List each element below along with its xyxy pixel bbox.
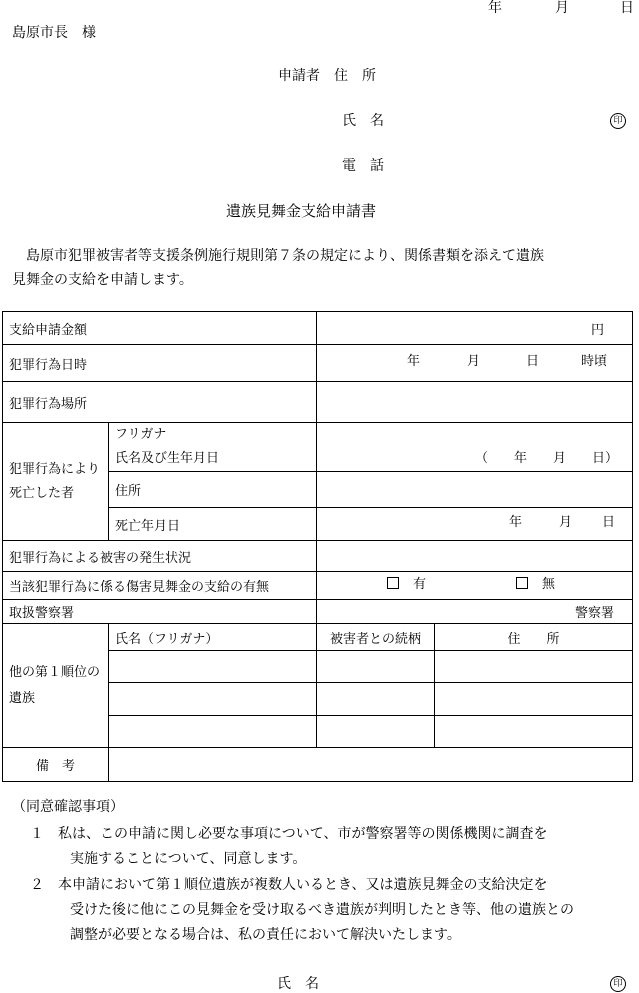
death-date-field[interactable] (317, 508, 633, 541)
amount-unit: 円 (591, 322, 605, 338)
amount-field[interactable] (317, 312, 633, 345)
crime-datetime-field[interactable] (317, 345, 633, 382)
date-day: 日 (620, 0, 634, 16)
consent-item2-line1: ２ 本申請において第１順位遺族が複数人いるとき、又は遺族見舞金の支給決定を (30, 877, 548, 893)
addressee: 島原市長 様 (12, 25, 96, 41)
deceased-name-field[interactable] (317, 423, 633, 472)
col-relation-header: 被害者との続柄 (317, 624, 435, 651)
amount-label: 支給申請金額 (3, 312, 317, 345)
consent-heading: （同意確認事項） (12, 799, 124, 815)
crime-place-label: 犯罪行為場所 (3, 382, 317, 423)
applicant-name-label: 氏 名 (342, 113, 384, 129)
death-date-label: 死亡年月日 (109, 508, 317, 541)
family-address-cell[interactable] (435, 716, 633, 748)
injury-payment-label: 当該犯罪行為に係る傷害見舞金の支給の有無 (3, 572, 317, 600)
document-title: 遺族見舞金支給申請書 (226, 202, 377, 220)
seal-icon (610, 112, 626, 129)
damage-status-field[interactable] (317, 541, 633, 572)
damage-status-label: 犯罪行為による被害の発生状況 (3, 541, 317, 572)
crime-datetime-label: 犯罪行為日時 (3, 345, 317, 382)
consent-item1-line2: 実施することについて、同意します。 (70, 851, 307, 867)
applicant-address-label: 申請者 住 所 (278, 68, 376, 84)
deceased-label: 犯罪行為により死亡した者 (3, 423, 109, 541)
checkbox-no-icon[interactable] (516, 577, 528, 589)
option-no[interactable] (516, 577, 555, 593)
injury-payment-field (317, 572, 633, 600)
crime-month: 月 (467, 354, 481, 369)
application-form-table (2, 311, 633, 782)
footer-name-label: 氏 名 (277, 976, 319, 992)
col-address-header: 住 所 (435, 624, 633, 651)
crime-time: 時頃 (581, 354, 608, 369)
footer-seal-icon (610, 975, 626, 992)
police-field[interactable] (317, 600, 633, 624)
row-injury-payment (3, 572, 633, 600)
death-day: 日 (602, 515, 616, 530)
consent-item2-line3: 調整が必要となる場合は、私の責任において解決いたします。 (70, 927, 461, 943)
row-remarks (3, 748, 633, 782)
consent-item2-line2: 受けた後に他にこの見舞金を受け取るべき遺族が判明したとき等、他の遺族との (70, 902, 574, 918)
family-address-cell[interactable] (435, 683, 633, 716)
date-year: 年 (488, 0, 502, 16)
checkbox-yes-icon[interactable] (387, 577, 399, 589)
remarks-field[interactable] (109, 748, 633, 782)
name-dob-label: 氏名及び生年月日 (115, 451, 220, 466)
deceased-address-label: 住所 (109, 472, 317, 508)
row-crime-place (3, 382, 633, 423)
furigana-label: フリガナ (115, 427, 167, 442)
row-family-header (3, 624, 633, 651)
row-damage-status (3, 541, 633, 572)
family-name-cell[interactable] (109, 683, 317, 716)
row-amount (3, 312, 633, 345)
option-no-label: 無 (542, 576, 556, 592)
crime-place-field[interactable] (317, 382, 633, 423)
death-year: 年 (509, 515, 523, 530)
family-relation-cell[interactable] (317, 651, 435, 683)
footer-seal-mark: 印 (610, 976, 626, 992)
police-unit: 警察署 (575, 606, 615, 621)
row-police (3, 600, 633, 624)
family-address-cell[interactable] (435, 651, 633, 683)
option-yes-label: 有 (413, 576, 427, 592)
col-name-header: 氏名（フリガナ） (109, 624, 317, 651)
crime-year: 年 (407, 354, 421, 369)
family-name-cell[interactable] (109, 716, 317, 748)
family-relation-cell[interactable] (317, 716, 435, 748)
option-yes[interactable] (387, 577, 426, 593)
intro-line-2: 見舞金の支給を申請します。 (12, 272, 193, 288)
date-month: 月 (555, 0, 569, 16)
crime-day: 日 (526, 354, 540, 369)
row-crime-datetime (3, 345, 633, 382)
police-label: 取扱警察署 (3, 600, 317, 624)
death-month: 月 (559, 515, 573, 530)
family-relation-cell[interactable] (317, 683, 435, 716)
intro-line-1: 島原市犯罪被害者等支援条例施行規則第７条の規定により、関係書類を添えて遺族 (12, 248, 544, 264)
row-deceased-name (3, 423, 633, 472)
deceased-address-field[interactable] (317, 472, 633, 508)
deceased-dob-value: （ 年 月 日） (475, 451, 619, 466)
deceased-name-labels (109, 423, 317, 472)
other-family-label: 他の第１順位の遺族 (3, 624, 109, 748)
remarks-label: 備 考 (3, 748, 109, 782)
consent-item1-line1: １ 私は、この申請に関し必要な事項について、市が警察署等の関係機関に調査を (30, 826, 548, 842)
seal-mark: 印 (610, 113, 626, 129)
applicant-phone-label: 電 話 (342, 158, 384, 174)
family-name-cell[interactable] (109, 651, 317, 683)
